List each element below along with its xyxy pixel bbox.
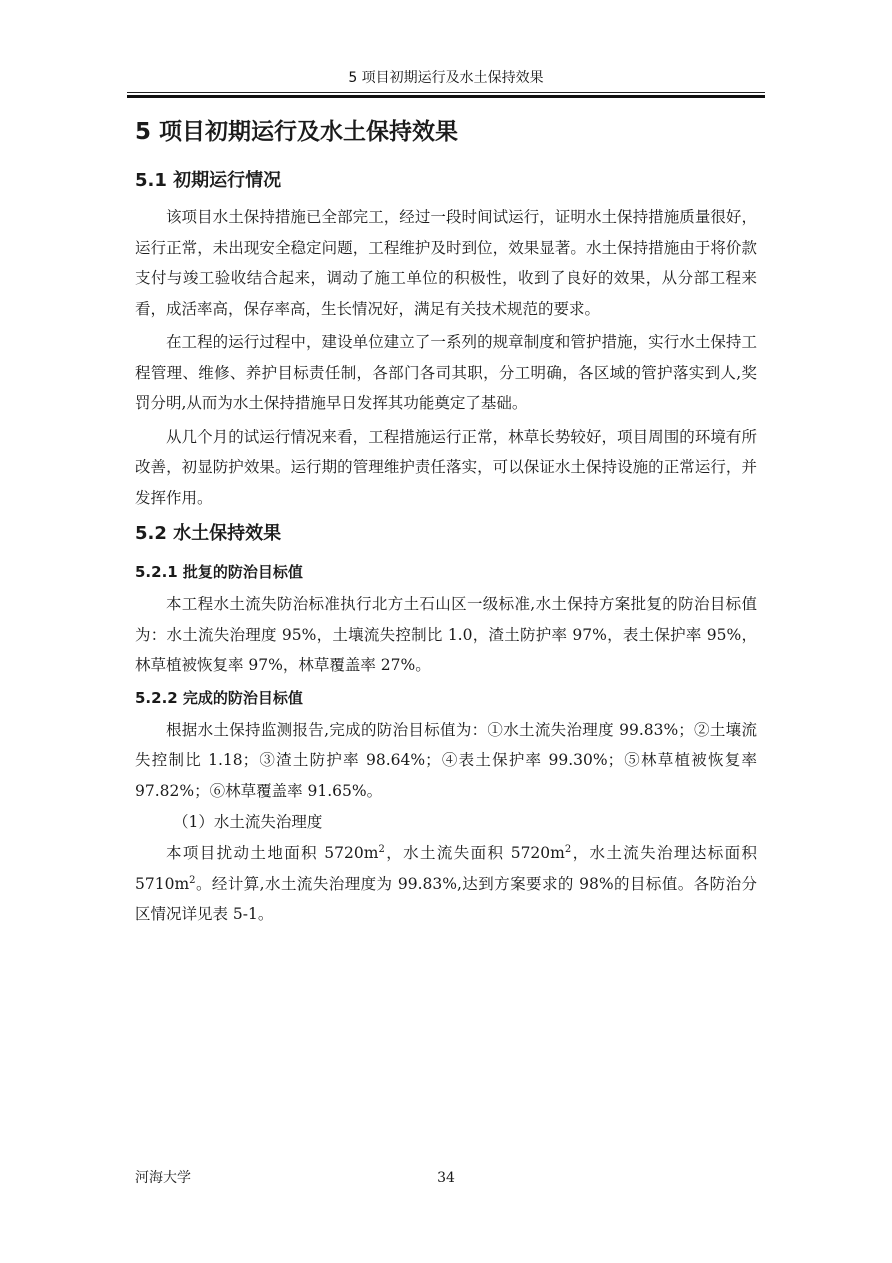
section-5-2-2-title: 5.2.2 完成的防治目标值 <box>135 688 303 707</box>
main-content <box>135 110 757 930</box>
superscript-2: 2 <box>189 874 196 886</box>
section-5-1-title: 5.1 初期运行情况 <box>135 170 282 191</box>
chapter-title: 5 项目初期运行及水土保持效果 <box>135 119 459 145</box>
page-number: 34 <box>437 1170 455 1186</box>
item-1-text-1: 本项目扰动土地面积 5720m <box>166 844 379 862</box>
superscript-2: 2 <box>378 843 385 855</box>
header-rule-thin <box>127 92 765 93</box>
footer-institution: 河海大学 <box>135 1170 191 1186</box>
item-1-heading: （1）水土流失治理度 <box>173 813 323 831</box>
item-1-paragraph <box>135 838 757 930</box>
section-5-1-paragraph: 该项目水土保持措施已全部完工，经过一段时间试运行，证明水土保持措施质量很好，运行正常，未出现安全稳定问题，工程维护及时到位，效果显著。水土保持措施由于将价款支付与竣工验收结合起来，调动了施工单位的积极性，收到了良好的效果，从分部工程来看，成活率高，保存率高，生长情况好，满足有关技术规范的要求。 <box>135 208 757 318</box>
section-5-2-1-paragraph: 本工程水土流失防治标准执行北方土石山区一级标准,水土保持方案批复的防治目标值为：水土流失治理度 95%，土壤流失控制比 1.0，渣土防护率 97%，表土保护率 95%，林草植被恢复率 97%，林草覆盖率 27%。 <box>135 595 757 674</box>
section-5-2-2-paragraph: 根据水土保持监测报告,完成的防治目标值为：①水土流失治理度 99.83%；②土壤流失控制比 1.18；③渣土防护率 98.64%；④表土保护率 99.30%；⑤林草植被恢复率 97.82%；⑥林草覆盖率 91.65%。 <box>135 720 757 800</box>
header-rule-thick <box>127 95 765 98</box>
running-header: 5 项目初期运行及水土保持效果 <box>348 70 544 86</box>
section-5-1-paragraph: 在工程的运行过程中，建设单位建立了一系列的规章制度和管护措施，实行水土保持工程管理、维修、养护目标责任制，各部门各司其职，分工明确，各区域的管护落实到人,奖罚分明,从而为水土保持措施早日发挥其功能奠定了基础。 <box>135 333 757 412</box>
superscript-2: 2 <box>564 843 572 855</box>
section-5-1-paragraph: 从几个月的试运行情况来看，工程措施运行正常，林草长势较好，项目周围的环境有所改善，初显防护效果。运行期的管理维护责任落实，可以保证水土保持设施的正常运行，并发挥作用。 <box>135 427 757 507</box>
item-1-text-4: 。经计算,水土流失治理度为 99.83%,达到方案要求的 98%的目标值。各防治分区情况详见表 5-1。 <box>135 874 757 923</box>
item-1-text-3: ，水土流失治理达标面积 5710m <box>135 844 757 893</box>
item-1-text-2: ，水土流失面积 5720m <box>384 844 565 862</box>
section-5-2-title: 5.2 水土保持效果 <box>135 523 282 544</box>
section-5-2-1-title: 5.2.1 批复的防治目标值 <box>135 563 303 581</box>
